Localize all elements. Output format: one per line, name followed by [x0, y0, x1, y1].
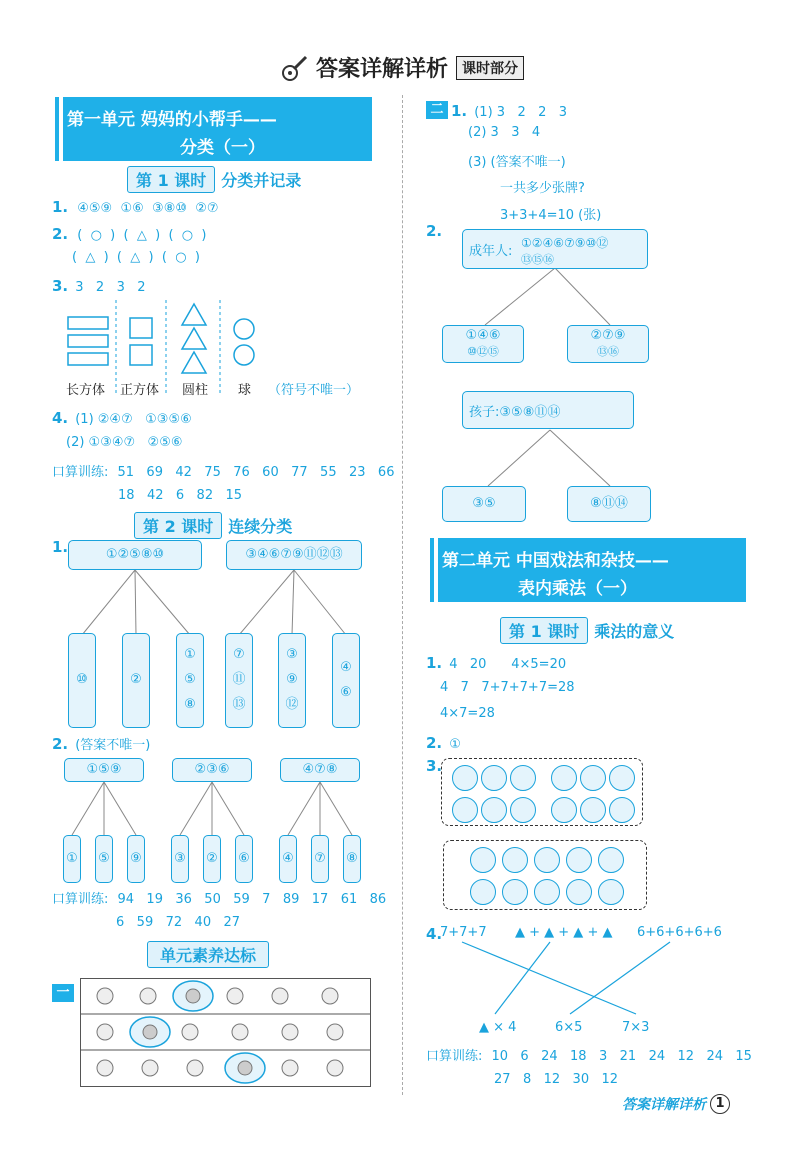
label-sphere: 球 [238, 383, 252, 398]
part-one-badge: 一 [52, 984, 74, 1002]
tree2-leaf: ⑧ [343, 835, 361, 883]
r-oral: 口算训练: 10 6 24 18 3 21 24 12 24 15 [426, 1049, 752, 1064]
guitar-icon [280, 53, 310, 83]
tree2-lines [0, 770, 400, 870]
l-q1: 1. ④⑤⑨ ①⑥ ③⑧⑩ ②⑦ [52, 198, 219, 216]
r-q1-row3: (3) (答案不唯一) [468, 155, 566, 170]
tree1-leaf: ② [122, 633, 150, 728]
r-l1-q2: 2. ① [426, 734, 461, 752]
r-q1-row2: (2) 3 3 4 [468, 125, 541, 140]
l2-q1-num: 1. [52, 538, 69, 556]
match-top-3: 6+6+6+6+6 [637, 925, 722, 940]
tree2-leaf: ⑦ [311, 835, 329, 883]
r-oral-row2: 27 8 12 30 12 [494, 1072, 619, 1087]
r-q1-row5: 3+3+4=10 (张) [500, 208, 602, 223]
tree2-leaf: ④ [279, 835, 297, 883]
r-q1: 1. (1) 3 2 2 3 [451, 102, 568, 120]
unit1-banner: 第一单元 妈妈的小帮手—— 分类（一） [55, 97, 372, 161]
match-top-1: 7+7+7 [440, 925, 487, 940]
child-box: 孩子: ③⑤⑧⑪⑭ [462, 391, 634, 429]
l-q2-row2: ( △ ) ( △ ) ( ○ ) [72, 250, 200, 265]
unit2-banner: 第二单元 中国戏法和杂技—— 表内乘法（一） [430, 538, 746, 602]
r-l1-q1-row2: 4 7 7+7+7+7=28 [440, 680, 575, 695]
unit-test-title: 单元素养达标 [147, 941, 269, 968]
header [280, 52, 524, 83]
part-two-badge: 二 [426, 101, 448, 119]
adult-left-box: ①④⑥ ⑩⑫⑮ [442, 325, 524, 363]
label-cylinder: 圆柱 [182, 383, 209, 398]
child-left-box: ③⑤ [442, 486, 526, 522]
adult-right-box: ②⑦⑨ ⑬⑯ [567, 325, 649, 363]
l-q4-row2: (2) ①③④⑦ ②⑤⑥ [66, 435, 183, 450]
lesson1-heading: 第 1 课时 分类并记录 [127, 166, 301, 193]
label-cuboid: 长方体 [66, 383, 106, 398]
header-badge: 课时部分 [456, 56, 524, 80]
match-bottom-1: ▲ × 4 [479, 1020, 517, 1035]
match-lines [400, 932, 800, 1022]
l-oral2-row2: 6 59 72 40 27 [116, 915, 241, 930]
l-q2: 2. ( ○ ) ( △ ) ( ○ ) [52, 225, 207, 243]
l-oral1-row2: 18 42 6 82 15 [118, 488, 243, 503]
l-oral2: 口算训练: 94 19 36 50 59 7 89 17 61 86 [52, 892, 387, 907]
r-q2-num: 2. [426, 222, 443, 240]
tree2-top: ①⑤⑨ [64, 758, 144, 782]
adult-box: 成年人: ①②④⑥⑦⑨⑩⑫ ⑬⑮⑯ [462, 229, 648, 269]
l-q4: 4. (1) ②④⑦ ①③⑤⑥ [52, 409, 192, 427]
tree2-leaf: ⑨ [127, 835, 145, 883]
page-number: 1 [710, 1094, 730, 1114]
r-l1-q1-row3: 4×7=28 [440, 706, 495, 721]
tree1-leaf: ⑦ ⑪ ⑬ [225, 633, 253, 728]
tree2-leaf: ⑤ [95, 835, 113, 883]
tree1-top-right: ③④⑥⑦⑨⑪⑫⑬ [226, 540, 362, 570]
match-bottom-3: 7×3 [622, 1020, 650, 1035]
tree1-leaf: ① ⑤ ⑧ [176, 633, 204, 728]
match-bottom-2: 6×5 [555, 1020, 583, 1035]
r-lesson1-heading: 第 1 课时 乘法的意义 [500, 617, 674, 644]
r-l1-q3-num: 3. [426, 757, 443, 775]
tree2-leaf: ⑥ [235, 835, 253, 883]
r-l1-q4-num: 4. [426, 925, 443, 943]
l-q3: 3. 3 2 3 2 [52, 277, 146, 295]
header-title: 答案详解详析 [316, 57, 449, 82]
match-top-2: ▲ + ▲ + ▲ + ▲ [515, 925, 613, 940]
l-oral1: 口算训练: 51 69 42 75 76 60 77 55 23 66 [52, 465, 395, 480]
label-cube: 正方体 [120, 383, 160, 398]
child-right-box: ⑧⑪⑭ [567, 486, 651, 522]
l2-q2: 2. (答案不唯一) [52, 735, 151, 753]
tree1-leaf: ③ ⑨ ⑫ [278, 633, 306, 728]
lesson2-heading: 第 2 课时 连续分类 [134, 512, 292, 539]
tree2-top: ②③⑥ [172, 758, 252, 782]
footer [622, 1094, 730, 1114]
tree1-top-left: ①②⑤⑧⑩ [68, 540, 202, 570]
q3-note: （符号不唯一） [268, 383, 360, 398]
tree2-leaf: ② [203, 835, 221, 883]
tree1-leaf: ⑩ [68, 633, 96, 728]
tree1-leaf: ④ ⑥ [332, 633, 360, 728]
footer-brand: 答案详解详析 [622, 1097, 706, 1113]
r-q1-row4: 一共多少张牌? [500, 181, 585, 196]
tree2-leaf: ③ [171, 835, 189, 883]
tree2-top: ④⑦⑧ [280, 758, 360, 782]
r-l1-q1: 1. 4 20 4×5=20 [426, 654, 567, 672]
picture-grid [80, 978, 380, 1088]
tree2-leaf: ① [63, 835, 81, 883]
